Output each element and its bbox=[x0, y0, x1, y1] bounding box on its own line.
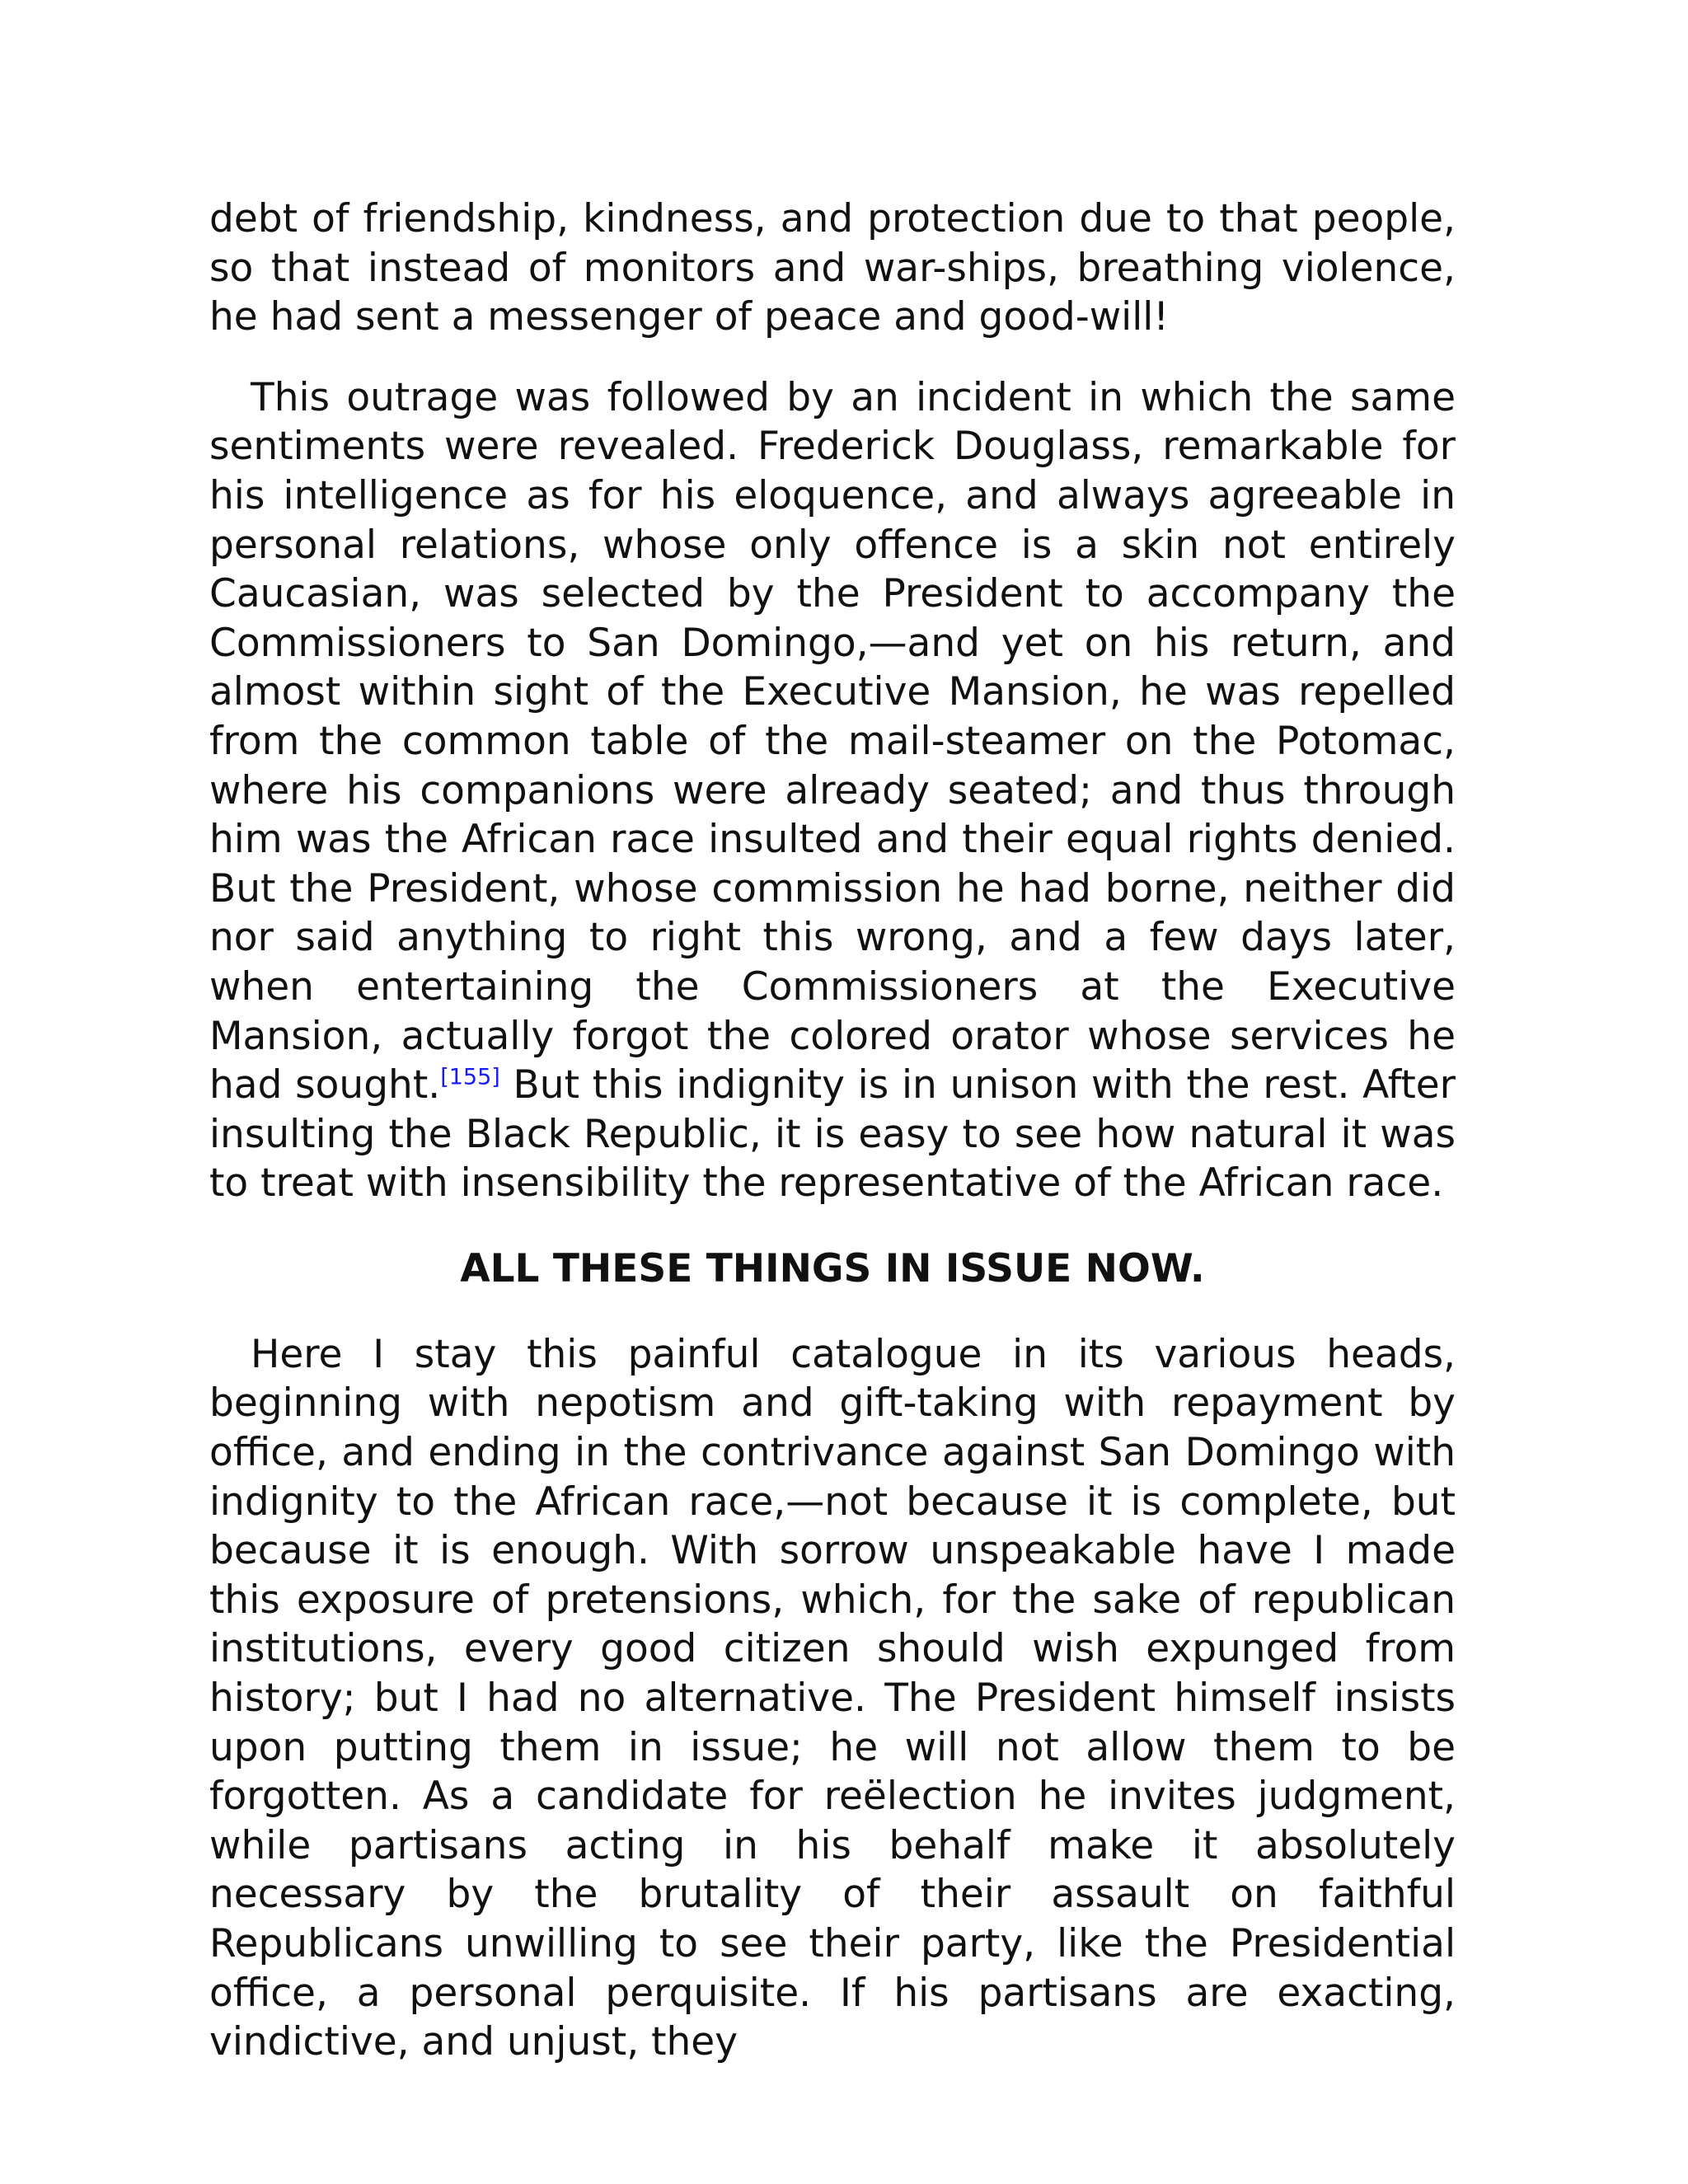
paragraph-douglass-text-after-footnote: But this indignity is in unison with the rest. After insulting the Black Republic, it is easy to see how natural it was to treat with insensibility the representative of the African race. bbox=[209, 1062, 1456, 1207]
page-content bbox=[209, 194, 1456, 2067]
footnote-link-155[interactable]: [155] bbox=[440, 1064, 500, 1090]
paragraph-douglass-text-before-footnote: This outrage was followed by an incident in which the same sentiments were revealed. Frederick Douglass, remarkable for his intelligence as for his eloquence, and always agreeable in personal relations, whose only offence is a skin not entirely Caucasian, was selected by the President to accompany the Commissioners to San Domingo,—and yet on his return, and almost within sight of the Executive Mansion, he was repelled from the common table of the mail-steamer on the Potomac, where his companions were already seated; and thus through him was the African race insulted and their equal rights denied. But the President, whose commission he had borne, neither did nor said anything to right this wrong, and a few days later, when entertaining the Commissioners at the Executive Mansion, actually forgot the colored orator whose services he had sought. bbox=[209, 374, 1456, 1108]
paragraph-douglass-incident bbox=[209, 373, 1456, 1208]
paragraph-catalogue-summary: Here I stay this painful catalogue in its various heads, beginning with nepotism and gift-taking with repayment by office, and ending in the contrivance against San Domingo with indignity to the African race,—not because it is complete, but because it is enough. With sorrow unspeakable have I made this exposure of pretensions, which, for the sake of republican institutions, every good citizen should wish expunged from history; but I had no alternative. The President himself insists upon putting them in issue; he will not allow them to be forgotten. As a candidate for reëlection he invites judgment, while partisans acting in his behalf make it absolutely necessary by the brutality of their assault on faithful Republicans unwilling to see their party, like the Presidential office, a personal perquisite. If his partisans are exacting, vindictive, and unjust, they bbox=[209, 1331, 1456, 2065]
paragraph-continuation: debt of friendship, kindness, and protection due to that people, so that instead of monitors and war-ships, breathing violence, he had sent a messenger of peace and good-will! bbox=[209, 196, 1456, 340]
section-heading: ALL THESE THINGS IN ISSUE NOW. bbox=[460, 1245, 1205, 1291]
